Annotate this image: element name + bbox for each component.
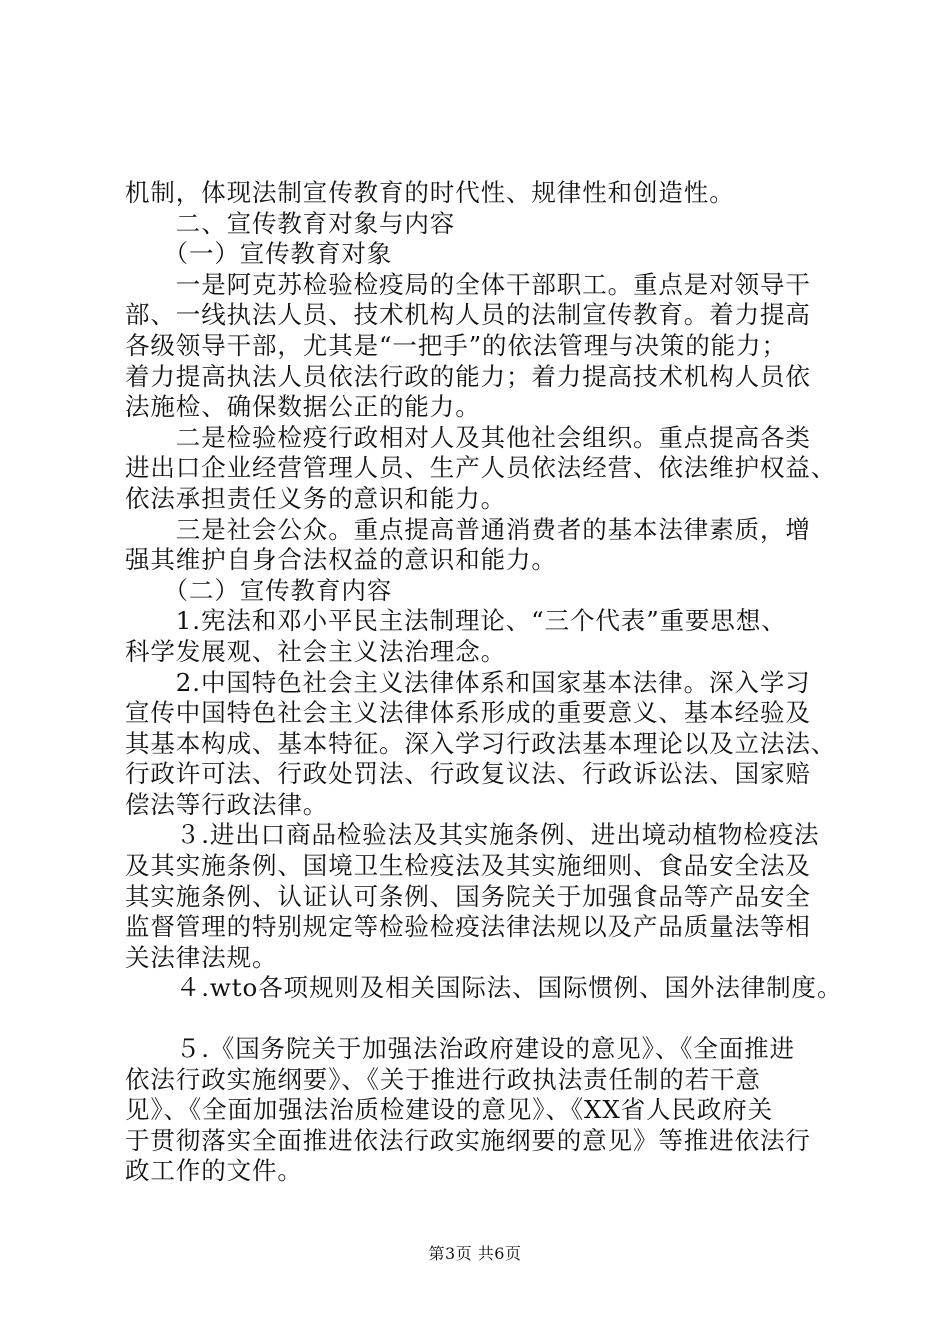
text-line: 政工作的文件。 <box>125 1156 303 1186</box>
text-line: ４.wto各项规则及相关国际法、国际惯例、国外法律制度。 <box>125 973 843 1003</box>
text-line: 科学发展观、社会主义法治理念。 <box>125 636 506 666</box>
text-line: 2.中国特色社会主义法律体系和国家基本法律。深入学习 <box>125 667 811 697</box>
text-line: 依法行政实施纲要》、《关于推进行政执法责任制的若干意 <box>125 1064 761 1094</box>
subsection-heading: （一）宣传教育对象 <box>125 239 393 269</box>
text-line: ３.进出口商品检验法及其实施条例、进出境动植物检疫法 <box>125 820 820 850</box>
text-line: 一是阿克苏检验检疫局的全体干部职工。重点是对领导干 <box>125 269 811 299</box>
subsection-heading: （二）宣传教育内容 <box>125 575 393 605</box>
text-line: 监督管理的特别规定等检验检疫法律法规以及产品质量法等相 <box>125 912 811 942</box>
text-line: 着力提高执法人员依法行政的能力；着力提高技术机构人员依 <box>125 361 811 391</box>
text-line: 依法承担责任义务的意识和能力。 <box>125 483 506 513</box>
text-line: 法施检、确保数据公正的能力。 <box>125 392 481 422</box>
text-line: 机制，体现法制宣传教育的时代性、规律性和创造性。 <box>125 178 735 207</box>
body-text <box>125 178 845 1187</box>
text-line: 及其实施条例、国境卫生检疫法及其实施细则、食品安全法及 <box>125 851 811 881</box>
text-line: ５.《国务院关于加强法治政府建设的意见》、《全面推进 <box>125 1034 795 1064</box>
text-line: 宣传中国特色社会主义法律体系形成的重要意义、基本经验及 <box>125 698 811 728</box>
paragraph-gap <box>125 1004 845 1034</box>
section-heading: 二、宣传教育对象与内容 <box>125 208 456 238</box>
page-number-footer: 第3页 共6页 <box>428 1244 522 1263</box>
text-line: 三是社会公众。重点提高普通消费者的基本法律素质，增 <box>125 514 811 544</box>
text-line: 行政许可法、行政处罚法、行政复议法、行政诉讼法、国家赔 <box>125 759 811 789</box>
text-line: 偿法等行政法律。 <box>125 789 329 819</box>
text-line: 于贯彻落实全面推进依法行政实施纲要的意见》等推进依法行 <box>125 1125 811 1155</box>
text-line: 强其维护自身合法权益的意识和能力。 <box>125 545 557 575</box>
text-line: 关法律法规。 <box>125 942 278 972</box>
text-line: 1.宪法和邓小平民主法制理论、“三个代表”重要思想、 <box>125 606 787 636</box>
text-line: 各级领导干部，尤其是“一把手”的依法管理与决策的能力； <box>125 330 787 360</box>
text-line: 其基本构成、基本特征。深入学习行政法基本理论以及立法法、 <box>125 728 837 758</box>
text-line: 进出口企业经营管理人员、生产人员依法经营、依法维护权益、 <box>125 453 837 483</box>
text-line: 二是检验检疫行政相对人及其他社会组织。重点提高各类 <box>125 422 811 452</box>
text-line: 见》、《全面加强法治质检建设的意见》、《XX省人民政府关 <box>125 1095 774 1125</box>
text-line: 其实施条例、认证认可条例、国务院关于加强食品等产品安全 <box>125 881 811 911</box>
text-line: 部、一线执法人员、技术机构人员的法制宣传教育。着力提高 <box>125 300 811 330</box>
